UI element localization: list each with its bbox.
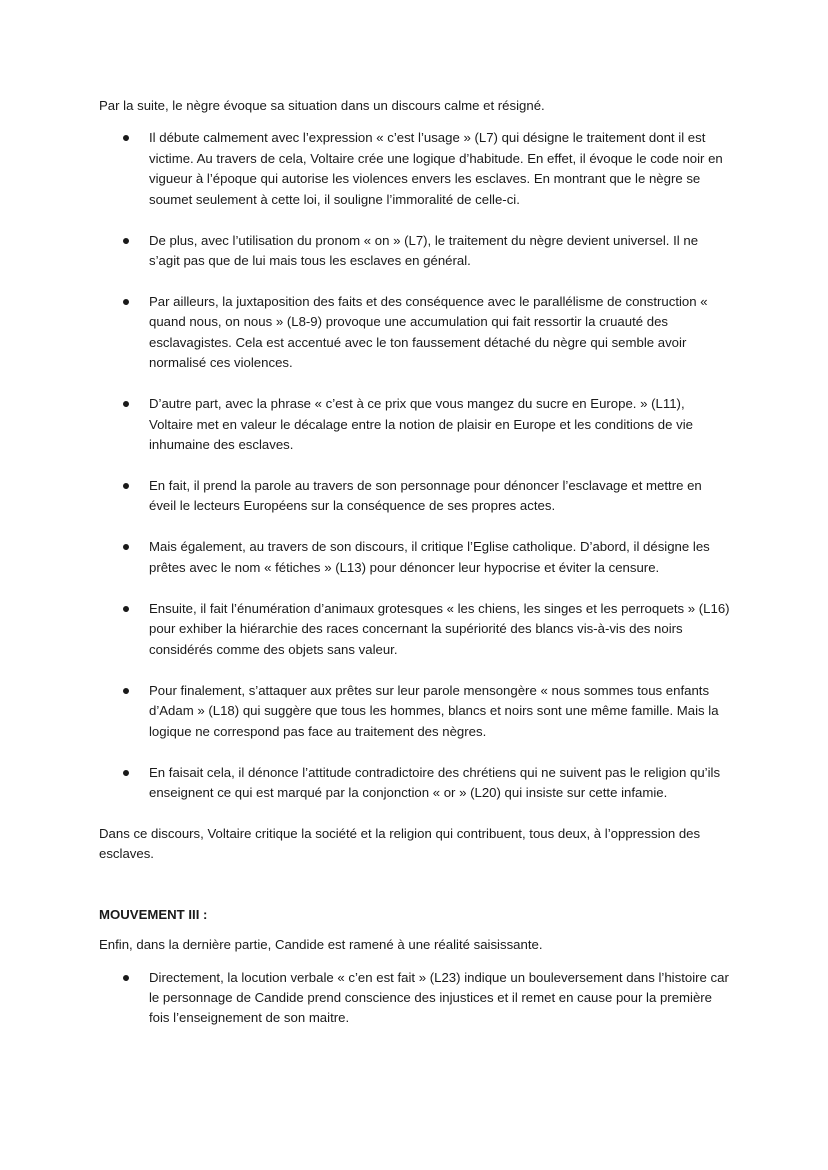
section-intro-paragraph: Enfin, dans la dernière partie, Candide est ramené à une réalité saisissante.	[99, 937, 543, 953]
bullet-text: Ensuite, il fait l’énumération d’animaux grotesques « les chiens, les singes et les perroquets » (L16) pour exhiber la hiérarchie des races concernant la supériorité des blancs vis-à-vis des noirs considérés comme des objets sans valeur.	[149, 600, 730, 657]
bullet-item	[99, 231, 731, 272]
bullet-text: Directement, la locution verbale « c’en est fait » (L23) indique un bouleversement dans l’histoire car le personnage de Candide prend conscience des injustices et il remet en cause pour la première fois l’enseignement de son maitre.	[149, 969, 729, 1026]
bullet-item	[99, 292, 731, 374]
bullet-icon	[123, 483, 129, 489]
bullet-item	[99, 394, 731, 455]
bullet-text: Il débute calmement avec l’expression « c’est l’usage » (L7) qui désigne le traitement dont il est victime. Au travers de cela, Voltaire crée une logique d’habitude. En effet, il évoque le code noir en vigueur à l’époque qui autorise les violences envers les esclaves. En montrant que le nègre se soumet seulement à cette loi, il souligne l’immoralité de celle-ci.	[149, 130, 723, 207]
intro-paragraph: Par la suite, le nègre évoque sa situation dans un discours calme et résigné.	[99, 98, 545, 113]
bullet-icon	[123, 135, 129, 141]
bullet-icon	[123, 401, 129, 407]
bullet-text: D’autre part, avec la phrase « c’est à ce prix que vous mangez du sucre en Europe. » (L11), Voltaire met en valeur le décalage entre la notion de plaisir en Europe et les conditions de vie inhumaine des esclaves.	[149, 396, 693, 453]
bullet-text: En fait, il prend la parole au travers de son personnage pour dénoncer l’esclavage et mettre en éveil le lecteurs Européens sur la conséquence de ses propres actes.	[149, 478, 702, 514]
bullet-text: Par ailleurs, la juxtaposition des faits et des conséquence avec le parallélisme de construction « quand nous, on nous » (L8-9) provoque une accumulation qui fait ressortir la cruauté des esclavagistes. Cela est accentué avec le ton faussement détaché du nègre qui semble avoir normalisé ces violences.	[149, 294, 708, 371]
bullet-text: De plus, avec l’utilisation du pronom « on » (L7), le traitement du nègre devient universel. Il ne s’agit pas que de lui mais tous les esclaves en général.	[149, 232, 699, 269]
bullet-item	[99, 537, 731, 578]
bullet-text: En faisait cela, il dénonce l’attitude contradictoire des chrétiens qui ne suivent pas le religion qu’ils enseignent ce qui est marqué par la conjonction « or » (L20) qui insiste sur cette infamie.	[149, 764, 721, 800]
bullet-icon	[123, 299, 129, 305]
section-heading: MOUVEMENT III :	[99, 906, 208, 922]
bullet-icon	[123, 544, 129, 550]
bullet-item	[99, 763, 731, 804]
bullet-icon	[123, 688, 129, 694]
bullet-icon	[123, 238, 129, 244]
bullet-item	[99, 128, 731, 210]
section-bullet-list	[99, 968, 731, 1029]
conclusion-paragraph: Dans ce discours, Voltaire critique la société et la religion qui contribuent, tous deux, à l’oppression des esclaves.	[99, 825, 701, 862]
bullet-item	[99, 476, 731, 517]
bullet-icon	[123, 606, 129, 612]
bullet-item	[99, 968, 731, 1029]
bullet-text: Mais également, au travers de son discours, il critique l’Eglise catholique. D’abord, il désigne les prêtes avec le nom « fétiches » (L13) pour dénoncer leur hypocrise et éviter la censure.	[149, 539, 710, 575]
document-page	[99, 96, 731, 1029]
bullet-text: Pour finalement, s’attaquer aux prêtes sur leur parole mensongère « nous sommes tous enfants d’Adam » (L18) qui suggère que tous les hommes, blancs et noirs sont une même famille. Mais la logique ne correspond pas face au traitement des nègres.	[149, 682, 719, 739]
bullet-icon	[123, 770, 129, 776]
bullet-list	[99, 128, 731, 803]
bullet-item	[99, 599, 731, 660]
bullet-item	[99, 681, 731, 742]
bullet-icon	[123, 975, 129, 981]
